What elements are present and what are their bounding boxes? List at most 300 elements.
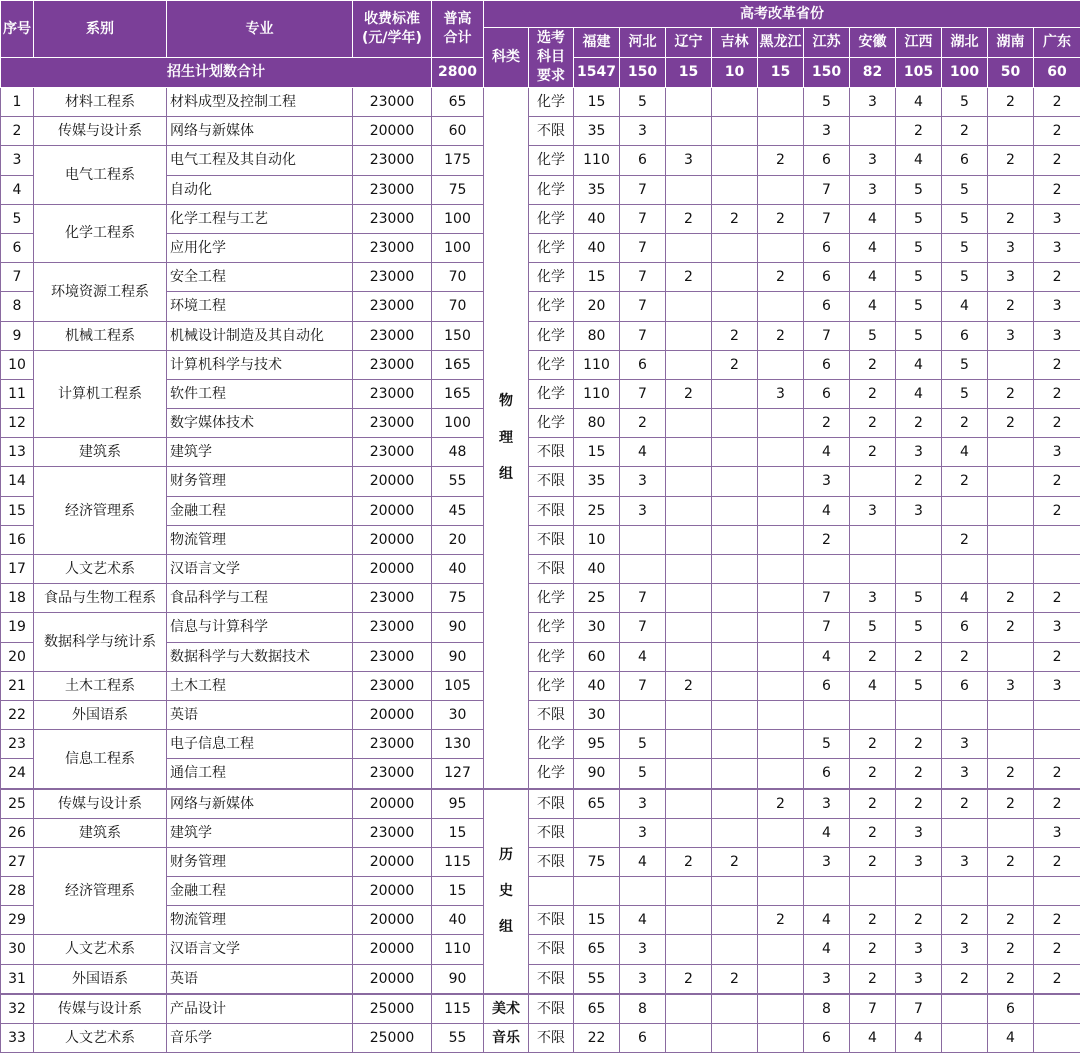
row-province-quota: 2 (850, 818, 896, 847)
row-province-quota: 5 (620, 759, 666, 789)
row-major: 计算机科学与技术 (167, 350, 353, 379)
row-major: 汉语言文学 (167, 555, 353, 584)
row-seq: 22 (1, 700, 34, 729)
row-province-quota (850, 555, 896, 584)
row-province-quota: 15 (574, 88, 620, 117)
row-province-quota (712, 292, 758, 321)
row-province-quota: 4 (620, 847, 666, 876)
row-major: 金融工程 (167, 877, 353, 906)
table-row (1, 117, 1080, 146)
table-row (1, 263, 1080, 292)
row-province-quota (712, 789, 758, 819)
row-province-quota (666, 438, 712, 467)
table-row (1, 935, 1080, 964)
row-province-quota (758, 496, 804, 525)
province-total: 60 (1034, 58, 1080, 88)
row-province-quota (758, 994, 804, 1024)
row-province-quota (712, 555, 758, 584)
row-province-quota (666, 613, 712, 642)
province-name: 吉林 (712, 28, 758, 58)
row-province-quota: 3 (988, 671, 1034, 700)
row-province-quota: 7 (804, 321, 850, 350)
row-province-quota (988, 117, 1034, 146)
row-province-quota (804, 877, 850, 906)
header-seq: 序号 (1, 1, 34, 58)
row-province-quota (666, 467, 712, 496)
row-province-quota (1034, 525, 1080, 554)
province-name: 安徽 (850, 28, 896, 58)
row-province-quota (758, 642, 804, 671)
row-province-quota (712, 671, 758, 700)
row-province-quota: 3 (942, 730, 988, 759)
row-province-quota: 6 (804, 292, 850, 321)
row-province-quota: 4 (804, 496, 850, 525)
row-province-quota (1034, 700, 1080, 729)
row-province-quota: 2 (896, 642, 942, 671)
row-province-quota: 3 (1034, 204, 1080, 233)
row-major: 信息与计算科学 (167, 613, 353, 642)
row-province-quota: 6 (942, 146, 988, 175)
row-fee: 20000 (353, 789, 432, 819)
row-province-quota: 2 (666, 847, 712, 876)
row-province-quota (712, 379, 758, 408)
group-history-char: 历 (499, 846, 513, 863)
row-province-quota: 7 (620, 175, 666, 204)
row-total: 90 (432, 964, 484, 994)
row-province-quota: 5 (942, 88, 988, 117)
row-province-quota: 2 (896, 906, 942, 935)
row-province-quota: 6 (620, 350, 666, 379)
row-required-subject: 化学 (529, 671, 574, 700)
row-province-quota (666, 789, 712, 819)
row-province-quota (620, 555, 666, 584)
row-seq: 23 (1, 730, 34, 759)
table-row (1, 1024, 1080, 1053)
row-province-quota: 7 (620, 204, 666, 233)
row-province-quota: 2 (988, 613, 1034, 642)
row-province-quota: 2 (1034, 906, 1080, 935)
row-province-quota (620, 877, 666, 906)
row-province-quota: 5 (942, 233, 988, 262)
row-province-quota: 4 (942, 292, 988, 321)
row-fee: 23000 (353, 409, 432, 438)
row-required-subject: 化学 (529, 642, 574, 671)
row-province-quota (758, 409, 804, 438)
table-row (1, 847, 1080, 876)
row-major: 建筑学 (167, 818, 353, 847)
row-province-quota (666, 818, 712, 847)
row-province-quota: 2 (712, 321, 758, 350)
row-seq: 17 (1, 555, 34, 584)
table-row (1, 350, 1080, 379)
province-name: 辽宁 (666, 28, 712, 58)
row-province-quota: 6 (942, 671, 988, 700)
province-total: 10 (712, 58, 758, 88)
row-province-quota: 2 (988, 847, 1034, 876)
row-province-quota: 4 (620, 906, 666, 935)
row-fee: 23000 (353, 642, 432, 671)
row-province-quota: 10 (574, 525, 620, 554)
row-department: 环境资源工程系 (34, 263, 167, 321)
row-province-quota (666, 292, 712, 321)
row-required-subject: 化学 (529, 321, 574, 350)
row-fee: 23000 (353, 292, 432, 321)
row-province-quota: 2 (942, 117, 988, 146)
row-major: 音乐学 (167, 1024, 353, 1053)
row-province-quota (1034, 994, 1080, 1024)
row-province-quota (850, 467, 896, 496)
row-required-subject: 不限 (529, 438, 574, 467)
row-total: 48 (432, 438, 484, 467)
row-province-quota: 6 (804, 350, 850, 379)
row-department: 数据科学与统计系 (34, 613, 167, 671)
row-required-subject: 不限 (529, 994, 574, 1024)
row-province-quota: 35 (574, 117, 620, 146)
row-province-quota (942, 496, 988, 525)
header-total-line1: 普高 (443, 11, 472, 28)
row-province-quota: 7 (804, 204, 850, 233)
row-seq: 4 (1, 175, 34, 204)
row-major: 英语 (167, 964, 353, 994)
row-required-subject: 不限 (529, 467, 574, 496)
row-province-quota (574, 877, 620, 906)
row-province-quota: 2 (988, 204, 1034, 233)
row-province-quota: 4 (804, 642, 850, 671)
row-fee: 23000 (353, 350, 432, 379)
row-province-quota: 2 (1034, 467, 1080, 496)
row-province-quota (988, 877, 1034, 906)
row-seq: 20 (1, 642, 34, 671)
row-province-quota: 80 (574, 409, 620, 438)
row-province-quota: 3 (850, 175, 896, 204)
row-province-quota: 2 (1034, 935, 1080, 964)
row-province-quota (758, 117, 804, 146)
row-province-quota: 5 (896, 321, 942, 350)
row-required-subject: 不限 (529, 555, 574, 584)
row-province-quota: 3 (620, 496, 666, 525)
row-province-quota: 3 (896, 935, 942, 964)
row-province-quota: 2 (942, 409, 988, 438)
row-province-quota: 7 (620, 321, 666, 350)
row-fee: 23000 (353, 88, 432, 117)
row-province-quota: 2 (942, 789, 988, 819)
row-department: 经济管理系 (34, 467, 167, 555)
row-province-quota: 3 (804, 789, 850, 819)
row-province-quota (666, 350, 712, 379)
row-total: 65 (432, 88, 484, 117)
row-seq: 30 (1, 935, 34, 964)
row-province-quota: 25 (574, 496, 620, 525)
row-province-quota (942, 994, 988, 1024)
row-province-quota: 2 (1034, 350, 1080, 379)
row-seq: 11 (1, 379, 34, 408)
row-total: 15 (432, 818, 484, 847)
table-row (1, 467, 1080, 496)
row-province-quota (942, 877, 988, 906)
row-major: 物流管理 (167, 525, 353, 554)
row-province-quota (758, 730, 804, 759)
row-province-quota: 4 (896, 146, 942, 175)
row-total: 165 (432, 350, 484, 379)
row-province-quota: 3 (1034, 438, 1080, 467)
row-fee: 23000 (353, 759, 432, 789)
row-province-quota: 7 (850, 994, 896, 1024)
row-total: 100 (432, 204, 484, 233)
row-seq: 19 (1, 613, 34, 642)
row-fee: 23000 (353, 263, 432, 292)
row-province-quota: 2 (1034, 847, 1080, 876)
row-province-quota: 2 (1034, 584, 1080, 613)
header-req-line2: 科目 (537, 49, 565, 66)
row-seq: 12 (1, 409, 34, 438)
row-province-quota: 2 (1034, 759, 1080, 789)
row-fee: 20000 (353, 906, 432, 935)
row-province-quota: 7 (804, 175, 850, 204)
row-province-quota: 3 (896, 964, 942, 994)
group-history (484, 789, 529, 994)
row-province-quota: 2 (758, 321, 804, 350)
row-province-quota (988, 700, 1034, 729)
province-name: 广东 (1034, 28, 1080, 58)
row-province-quota (712, 146, 758, 175)
row-province-quota (988, 496, 1034, 525)
row-province-quota: 2 (850, 379, 896, 408)
row-province-quota: 2 (988, 789, 1034, 819)
row-province-quota: 6 (804, 1024, 850, 1053)
row-province-quota (666, 700, 712, 729)
row-required-subject: 化学 (529, 204, 574, 233)
row-major: 建筑学 (167, 438, 353, 467)
row-province-quota: 4 (896, 88, 942, 117)
row-province-quota: 4 (850, 233, 896, 262)
row-fee: 25000 (353, 994, 432, 1024)
table-header (1, 1, 1080, 88)
row-province-quota (758, 935, 804, 964)
row-seq: 21 (1, 671, 34, 700)
row-province-quota (942, 1024, 988, 1053)
header-fee-line1: 收费标准 (363, 11, 420, 28)
row-seq: 2 (1, 117, 34, 146)
row-province-quota: 2 (804, 525, 850, 554)
row-province-quota: 3 (1034, 321, 1080, 350)
province-name: 河北 (620, 28, 666, 58)
table-row (1, 438, 1080, 467)
row-required-subject: 不限 (529, 847, 574, 876)
row-province-quota: 2 (758, 146, 804, 175)
row-province-quota: 2 (620, 409, 666, 438)
row-province-quota: 2 (1034, 964, 1080, 994)
row-required-subject: 不限 (529, 935, 574, 964)
row-major: 电子信息工程 (167, 730, 353, 759)
row-province-quota (712, 467, 758, 496)
row-province-quota: 4 (850, 263, 896, 292)
row-province-quota: 2 (666, 379, 712, 408)
row-province-quota: 2 (850, 935, 896, 964)
row-province-quota: 7 (620, 379, 666, 408)
row-total: 20 (432, 525, 484, 554)
row-major: 产品设计 (167, 994, 353, 1024)
row-province-quota (942, 555, 988, 584)
row-province-quota: 3 (896, 438, 942, 467)
row-required-subject: 化学 (529, 379, 574, 408)
row-province-quota: 75 (574, 847, 620, 876)
row-province-quota (758, 350, 804, 379)
row-province-quota (620, 700, 666, 729)
row-province-quota (758, 555, 804, 584)
row-seq: 3 (1, 146, 34, 175)
row-major: 网络与新媒体 (167, 117, 353, 146)
row-province-quota: 3 (896, 496, 942, 525)
row-province-quota: 2 (666, 671, 712, 700)
row-seq: 32 (1, 994, 34, 1024)
row-province-quota: 2 (1034, 642, 1080, 671)
row-province-quota (666, 906, 712, 935)
row-province-quota: 3 (988, 263, 1034, 292)
row-province-quota: 2 (988, 906, 1034, 935)
header-total (432, 1, 484, 58)
row-province-quota: 5 (896, 584, 942, 613)
row-province-quota: 2 (712, 204, 758, 233)
row-province-quota: 2 (712, 964, 758, 994)
row-province-quota: 2 (850, 847, 896, 876)
row-fee: 20000 (353, 935, 432, 964)
row-required-subject: 化学 (529, 233, 574, 262)
row-province-quota: 2 (988, 146, 1034, 175)
row-total: 55 (432, 1024, 484, 1053)
row-province-quota: 2 (850, 906, 896, 935)
row-province-quota: 2 (896, 117, 942, 146)
row-required-subject: 化学 (529, 292, 574, 321)
province-name: 黑龙江 (758, 28, 804, 58)
province-name: 湖北 (942, 28, 988, 58)
header-req-line1: 选考 (537, 30, 565, 47)
province-name: 江苏 (804, 28, 850, 58)
row-province-quota: 7 (620, 292, 666, 321)
row-province-quota: 2 (1034, 263, 1080, 292)
row-province-quota: 4 (850, 1024, 896, 1053)
row-province-quota: 2 (850, 642, 896, 671)
row-province-quota (712, 233, 758, 262)
row-province-quota: 2 (804, 409, 850, 438)
row-province-quota: 35 (574, 467, 620, 496)
row-province-quota (988, 350, 1034, 379)
province-name: 江西 (896, 28, 942, 58)
row-seq: 14 (1, 467, 34, 496)
province-total: 82 (850, 58, 896, 88)
row-total: 70 (432, 263, 484, 292)
group-physics (484, 88, 529, 789)
row-province-quota: 7 (804, 613, 850, 642)
row-province-quota: 30 (574, 613, 620, 642)
row-department: 经济管理系 (34, 847, 167, 935)
row-province-quota: 2 (1034, 789, 1080, 819)
row-province-quota (804, 700, 850, 729)
row-department: 传媒与设计系 (34, 994, 167, 1024)
row-province-quota (712, 117, 758, 146)
row-province-quota: 7 (620, 263, 666, 292)
row-major: 数据科学与大数据技术 (167, 642, 353, 671)
row-required-subject: 化学 (529, 350, 574, 379)
row-province-quota: 2 (896, 759, 942, 789)
row-province-quota: 110 (574, 146, 620, 175)
row-province-quota (712, 935, 758, 964)
row-province-quota (666, 117, 712, 146)
row-major: 应用化学 (167, 233, 353, 262)
row-fee: 23000 (353, 175, 432, 204)
header-reform-provinces: 高考改革省份 (484, 1, 1080, 28)
row-seq: 26 (1, 818, 34, 847)
row-province-quota: 7 (620, 613, 666, 642)
row-total: 115 (432, 847, 484, 876)
row-department: 人文艺术系 (34, 935, 167, 964)
table-row (1, 204, 1080, 233)
row-province-quota: 6 (804, 263, 850, 292)
row-province-quota: 2 (1034, 409, 1080, 438)
row-province-quota: 25 (574, 584, 620, 613)
row-province-quota: 35 (574, 175, 620, 204)
row-province-quota (758, 584, 804, 613)
row-fee: 23000 (353, 584, 432, 613)
row-total: 60 (432, 117, 484, 146)
row-province-quota (712, 994, 758, 1024)
row-province-quota: 2 (1034, 146, 1080, 175)
row-province-quota: 4 (896, 1024, 942, 1053)
row-major: 食品科学与工程 (167, 584, 353, 613)
table-row (1, 730, 1080, 759)
row-province-quota (758, 88, 804, 117)
header-req-line3: 要求 (537, 67, 565, 84)
row-seq: 8 (1, 292, 34, 321)
row-required-subject: 不限 (529, 789, 574, 819)
row-seq: 1 (1, 88, 34, 117)
row-province-quota: 3 (850, 88, 896, 117)
row-required-subject: 化学 (529, 263, 574, 292)
row-total: 90 (432, 642, 484, 671)
province-total: 150 (620, 58, 666, 88)
row-province-quota: 3 (620, 818, 666, 847)
row-province-quota: 3 (850, 146, 896, 175)
row-seq: 5 (1, 204, 34, 233)
row-province-quota (758, 1024, 804, 1053)
table-row (1, 671, 1080, 700)
row-major: 软件工程 (167, 379, 353, 408)
row-province-quota: 6 (620, 1024, 666, 1053)
row-province-quota (850, 877, 896, 906)
row-total: 127 (432, 759, 484, 789)
row-province-quota: 2 (988, 292, 1034, 321)
row-major: 通信工程 (167, 759, 353, 789)
row-fee: 20000 (353, 525, 432, 554)
row-seq: 24 (1, 759, 34, 789)
row-province-quota: 5 (942, 350, 988, 379)
row-province-quota: 5 (896, 613, 942, 642)
row-province-quota (712, 613, 758, 642)
row-province-quota: 3 (620, 935, 666, 964)
row-department: 传媒与设计系 (34, 117, 167, 146)
row-required-subject (529, 877, 574, 906)
row-province-quota (666, 935, 712, 964)
row-province-quota (666, 877, 712, 906)
row-province-quota (666, 175, 712, 204)
row-fee: 20000 (353, 964, 432, 994)
row-seq: 13 (1, 438, 34, 467)
row-province-quota (758, 847, 804, 876)
row-province-quota: 6 (804, 233, 850, 262)
row-department: 计算机工程系 (34, 350, 167, 438)
row-province-quota: 4 (850, 292, 896, 321)
row-province-quota (1034, 555, 1080, 584)
row-province-quota: 4 (942, 584, 988, 613)
